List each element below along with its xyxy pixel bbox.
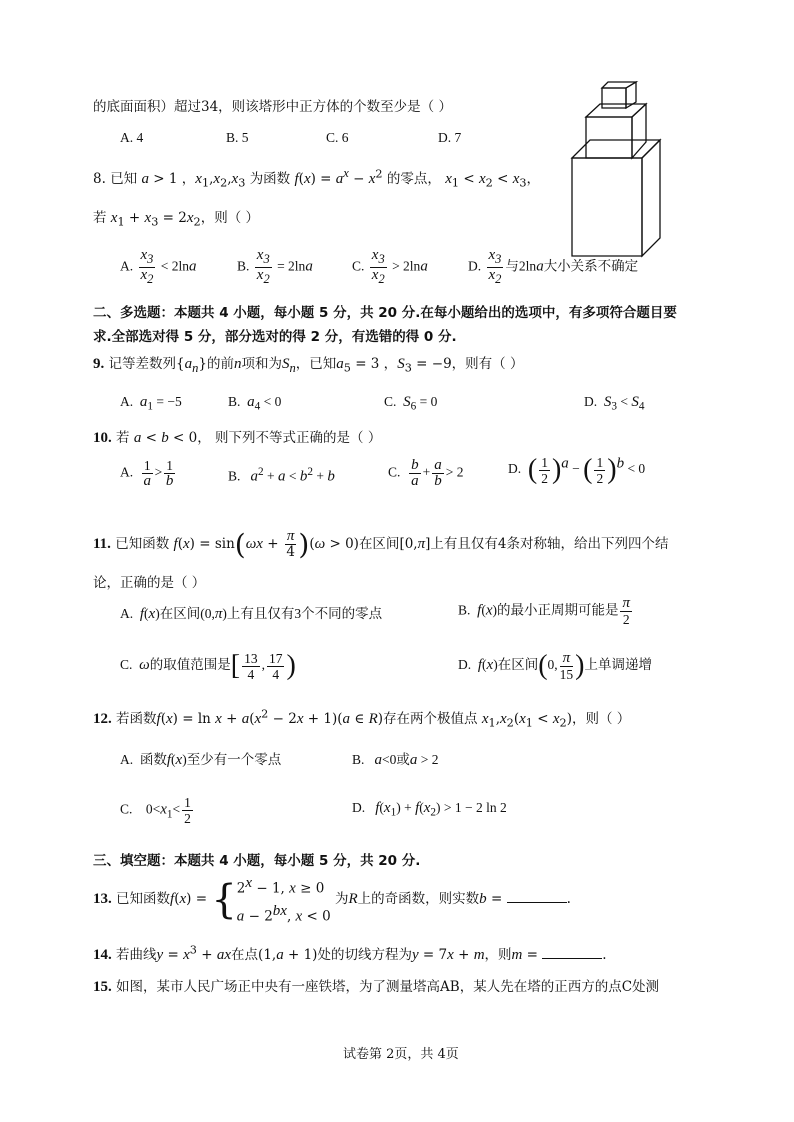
q11-option-c[interactable]: C. ω的取值范围是[ $\frac{13}{4}$ , $\frac{17}{4}$ ) — [120, 650, 296, 682]
q7-option-b[interactable]: B. 5 — [226, 130, 249, 145]
q11-stem-line2: 论，正确的是（ ） — [93, 575, 206, 591]
q9-option-d[interactable]: D. $S_3 < S_4$ — [584, 394, 645, 413]
q11-option-d[interactable]: D. f(x)在区间(0, $\frac{\pi}{15}$ )上单调递增 — [458, 649, 652, 682]
q10-option-a[interactable]: A. $\frac{1}{a}$ > $\frac{1}{b}$ — [120, 458, 174, 489]
q7-option-d[interactable]: D. 7 — [438, 130, 462, 145]
q14-stem: 14. 若曲线$y = x^3$ + ax在点(1,a + 1)处的切线方程为y = 7x + m，则m = . — [93, 943, 607, 963]
q12-stem: 12. 若函数$f(x) = \ln x + a(x^2 - 2x + 1)(a$ ∈ R)存在两个极值点 $x_1,x_2(x_1 < x_2)$，则（ ） — [93, 707, 631, 730]
q12-option-d[interactable]: D. $f(x_1) + f(x_2) > 1 - 2$ ln 2 — [352, 800, 507, 819]
q10-stem: 10. 若 a < b < 0， 则下列不等式正确的是（ ） — [93, 430, 382, 446]
q7-option-a[interactable]: A. 4 — [120, 130, 144, 145]
q10-option-b[interactable]: B. $a^2 + a < b^2 + b$ — [228, 466, 335, 485]
q12-option-a[interactable]: A. 函数f(x)至少有一个零点 — [120, 752, 282, 768]
section3-heading: 三、填空题：本题共 4 小题，每小题 5 分，共 20 分. — [93, 853, 421, 869]
q7-option-c[interactable]: C. 6 — [326, 130, 349, 145]
q13-stem: 13. 已知函数$f(x) = \{2^x - 1$, x ≥ 0 $a - 2^{bx}$, x < 0 为R上的奇函数，则实数b = . — [93, 875, 571, 924]
q8-option-a[interactable]: A. $\frac{x_3}{x_2}$ < 2lna — [120, 247, 197, 286]
q8-option-b[interactable]: B. $\frac{x_3}{x_2}$ = 2lna — [237, 247, 313, 286]
q15-stem: 15. 如图，某市人民广场正中央有一座铁塔，为了测量塔高AB，某人先在塔的正西方的点C处测 — [93, 979, 660, 995]
q12-option-c[interactable]: C. $0<x_1<$ $\frac{1}{2}$ — [120, 795, 191, 826]
q11-option-a[interactable]: A. f(x)在区间(0,π)上有且仅有3个不同的零点 — [120, 606, 383, 622]
q8-line2: 若 $x_1 + x_3 = 2x_2$，则（ ） — [93, 210, 260, 229]
q9-stem: 9. 记等差数列$\{a_n\}$的前n项和为$S_n$，已知$a_5 = 3$ ，$S_3 = -9$，则有（ ） — [93, 356, 524, 375]
q9-option-c[interactable]: C. $S_6 = 0$ — [384, 394, 438, 413]
q9-option-a[interactable]: A. $a_1 = -5$ — [120, 394, 182, 413]
q10-option-c[interactable]: C. $\frac{b}{a}$ + $\frac{a}{b}$ > 2 — [388, 457, 464, 489]
q8-option-d[interactable]: D. $\frac{x_3}{x_2}$ 与2lna大小关系不确定 — [468, 247, 639, 286]
section2-heading-line2: 求.全部选对得 5 分，部分选对的得 2 分，有选错的得 0 分. — [93, 329, 457, 345]
cube-tower-figure — [566, 80, 666, 260]
q10-option-d[interactable]: D. ( $\frac{1}{2}$ )$^a$ − ( $\frac{1}{2}$ )$^b$ < 0 — [508, 454, 646, 486]
q12-option-b[interactable]: B. a<0或a > 2 — [352, 752, 439, 768]
q9-option-b[interactable]: B. $a_4 < 0$ — [228, 394, 282, 413]
page-footer: 试卷第 2页，共 4页 — [343, 1047, 459, 1062]
q11-option-b[interactable]: B. f(x)的最小正周期可能是 $\frac{\pi}{2}$ — [458, 595, 630, 627]
section2-heading-line1: 二、多选题：本题共 4 小题，每小题 5 分，共 20 分.在每小题给出的选项中，有多项符合题目要 — [93, 305, 677, 321]
q8-line1: 8. 已知 a > 1 ，$x_1,x_2,x_3$ 为函数 $f(x) = a^x - x^2$ 的零点， $x_1 < x_2 < x_3$， — [93, 166, 541, 190]
q8-option-c[interactable]: C. $\frac{x_3}{x_2}$ > 2lna — [352, 247, 428, 286]
q7-text: 的底面面积）超过34，则该塔形中正方体的个数至少是（ ） — [93, 99, 452, 115]
q11-stem-line1: 11. 已知函数 f(x) = sin(ωx + $\frac{\pi}{4}$ )(ω > 0)在区间[0,π]上有且仅有4条对称轴，给出下列四个结 — [93, 528, 669, 561]
